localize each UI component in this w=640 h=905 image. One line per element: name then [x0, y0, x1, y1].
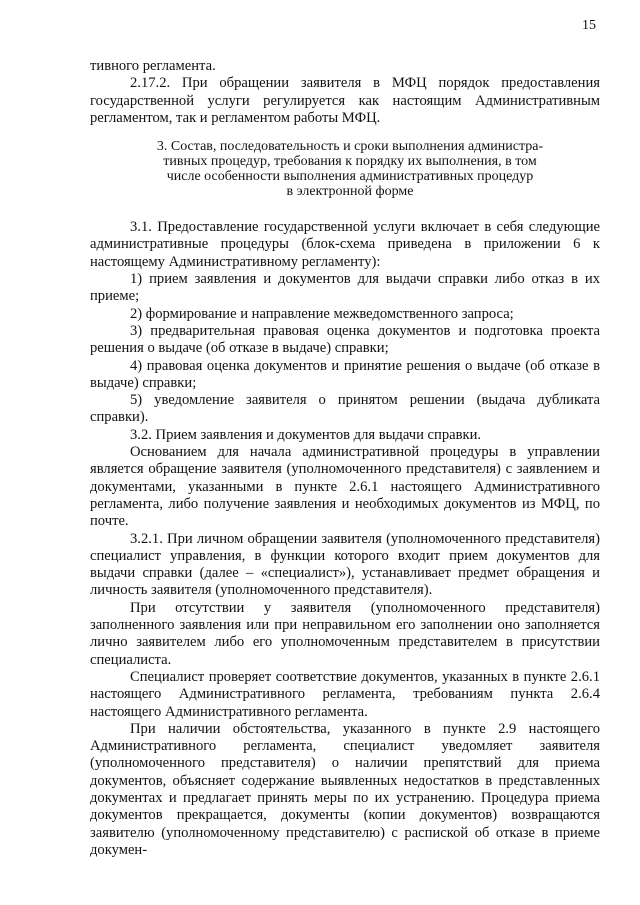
list-item: 1) прием заявления и документов для выдачи справки либо отказ в их приеме;: [90, 271, 600, 305]
section-heading: [130, 139, 570, 199]
list-item: 3) предварительная правовая оценка документов и подготовка проекта решения о выдаче (об отказе в выдаче) справки;: [90, 322, 600, 357]
section-heading-line: 3. Состав, последовательность и сроки выполнения администра-: [156, 139, 544, 155]
document-body: [90, 58, 600, 859]
list-item: 5) уведомление заявителя о принятом решении (выдача дубликата справки).: [90, 392, 600, 426]
paragraph: Специалист проверяет соответствие документов, указанных в пункте 2.6.1 настоящего Административного регламента, требованиям пункта 2.6.4 настоящего Административного регламента.: [90, 668, 600, 720]
subsection-title: 3.2. Прием заявления и документов для выдачи справки.: [130, 426, 482, 443]
paragraph: При отсутствии у заявителя (уполномоченного представителя) заполненного заявления или при неправильном его заполнении оно заполняется лично заявителем либо его уполномоченным представителем в присутствии специалиста.: [90, 599, 600, 668]
section-heading-line: в электронной форме: [286, 184, 414, 200]
section-heading-line: тивных процедур, требования к порядку их выполнения, в том: [163, 154, 537, 170]
paragraph: 2.17.2. При обращении заявителя в МФЦ порядок предоставления государственной услуги регулируется как настоящим Административным регламентом, так и регламентом работы МФЦ.: [90, 75, 600, 126]
paragraph: 3.2.1. При личном обращении заявителя (уполномоченного представителя) специалист управления, в функции которого входит прием документов для выдачи справки (далее – «специалист»), устанавливает предмет обращения и личность заявителя (уполномоченного представителя).: [90, 530, 600, 599]
page-number: 15: [582, 18, 596, 33]
section-heading-line: числе особенности выполнения административных процедур: [166, 169, 534, 185]
paragraph: При наличии обстоятельства, указанного в пункте 2.9 настоящего Административного регламента, специалист уведомляет заявителя (уполномоченного представителя) о наличии препятствий для приема документов, объясняет содержание выявленных недостатков в представленных документах и предлагает принять меры по их устранению. Процедура приема документов прекращается, документы (копии документов) возвращаются заявителю (уполномоченному представителю) с распиской об отказе в приеме докумен-: [90, 720, 600, 858]
paragraph: тивного регламента.: [90, 58, 216, 74]
list-item: 2) формирование и направление межведомственного запроса;: [130, 305, 514, 322]
paragraph: Основанием для начала административной процедуры в управлении является обращение заявителя (уполномоченного представителя) с заявлением и документами, указанными в пункте 2.6.1 настоящего Административного регламента, либо получение заявления и необходимых документов из МФЦ, по почте.: [90, 444, 600, 530]
list-item: 4) правовая оценка документов и принятие решения о выдаче (об отказе в выдаче) справки;: [90, 357, 600, 391]
paragraph: 3.1. Предоставление государственной услуги включает в себя следующие административные процедуры (блок-схема приведена в приложении 6 к настоящему Административному регламенту):: [90, 219, 600, 270]
